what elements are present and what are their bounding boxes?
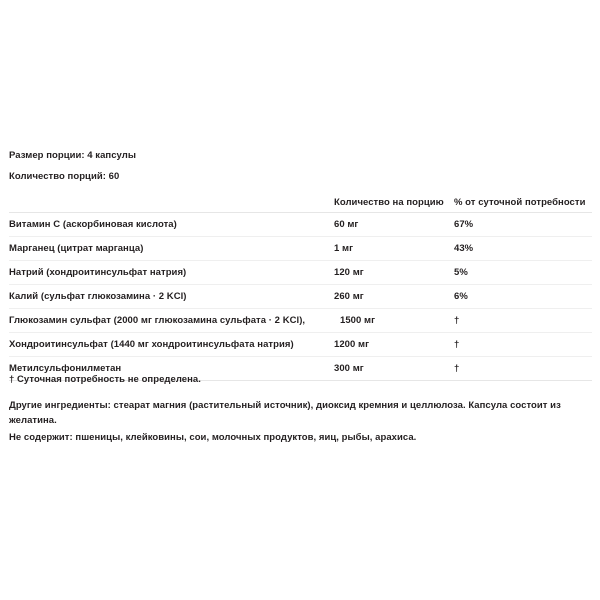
table-row xyxy=(9,309,592,333)
column-header-daily-value: % от суточной потребности xyxy=(454,193,592,213)
cell-amount-per-serving: 260 мг xyxy=(334,285,454,309)
other-ingredients-text: Другие ингредиенты: стеарат магния (растительный источник), диоксид кремния и целлюлоза. Капсула состоит из желатина. xyxy=(9,400,561,426)
table-body xyxy=(9,213,592,381)
cell-nutrient-name: Марганец (цитрат марганца) xyxy=(9,237,334,261)
daily-value-footnote: † Суточная потребность не определена. xyxy=(9,374,201,385)
supplement-facts-table xyxy=(9,193,592,381)
cell-nutrient-name: Витамин C (аскорбиновая кислота) xyxy=(9,213,334,237)
cell-amount-per-serving: 60 мг xyxy=(334,213,454,237)
table-header xyxy=(9,193,592,213)
cell-amount-per-serving: 1200 мг xyxy=(334,333,454,357)
cell-nutrient-name: Метилсульфонилметан xyxy=(9,357,334,381)
cell-nutrient-name: Натрий (хондроитинсульфат натрия) xyxy=(9,261,334,285)
table-row xyxy=(9,237,592,261)
cell-daily-value: † xyxy=(454,309,592,333)
cell-nutrient-name: Калий (сульфат глюкозамина · 2 KCl) xyxy=(9,285,334,309)
allergen-free-text: Не содержит: пшеницы, клейковины, сои, молочных продуктов, яиц, рыбы, арахиса. xyxy=(9,432,417,443)
cell-daily-value: † xyxy=(454,357,592,381)
table-row xyxy=(9,213,592,237)
cell-daily-value: 67% xyxy=(454,213,592,237)
table-row xyxy=(9,333,592,357)
table-row xyxy=(9,261,592,285)
cell-daily-value: † xyxy=(454,333,592,357)
cell-daily-value: 43% xyxy=(454,237,592,261)
serving-size-line: Размер порции: 4 капсулы xyxy=(9,150,137,161)
cell-daily-value: 5% xyxy=(454,261,592,285)
serving-information xyxy=(9,150,569,183)
column-header-nutrient xyxy=(9,193,334,213)
column-header-amount-per-serving: Количество на порцию xyxy=(334,193,454,213)
table-header-row xyxy=(9,193,592,213)
cell-amount-per-serving: 1 мг xyxy=(334,237,454,261)
cell-nutrient-name: Хондроитинсульфат (1440 мг хондроитинсульфата натрия) xyxy=(9,333,334,357)
cell-amount-per-serving: 1500 мг xyxy=(334,309,454,333)
cell-amount-per-serving: 300 мг xyxy=(334,357,454,381)
cell-daily-value: 6% xyxy=(454,285,592,309)
cell-nutrient-name: Глюкозамин сульфат (2000 мг глюкозамина сульфата · 2 KCl), xyxy=(9,309,334,333)
servings-per-container-line: Количество порций: 60 xyxy=(9,171,120,182)
table-row xyxy=(9,285,592,309)
cell-amount-per-serving: 120 мг xyxy=(334,261,454,285)
